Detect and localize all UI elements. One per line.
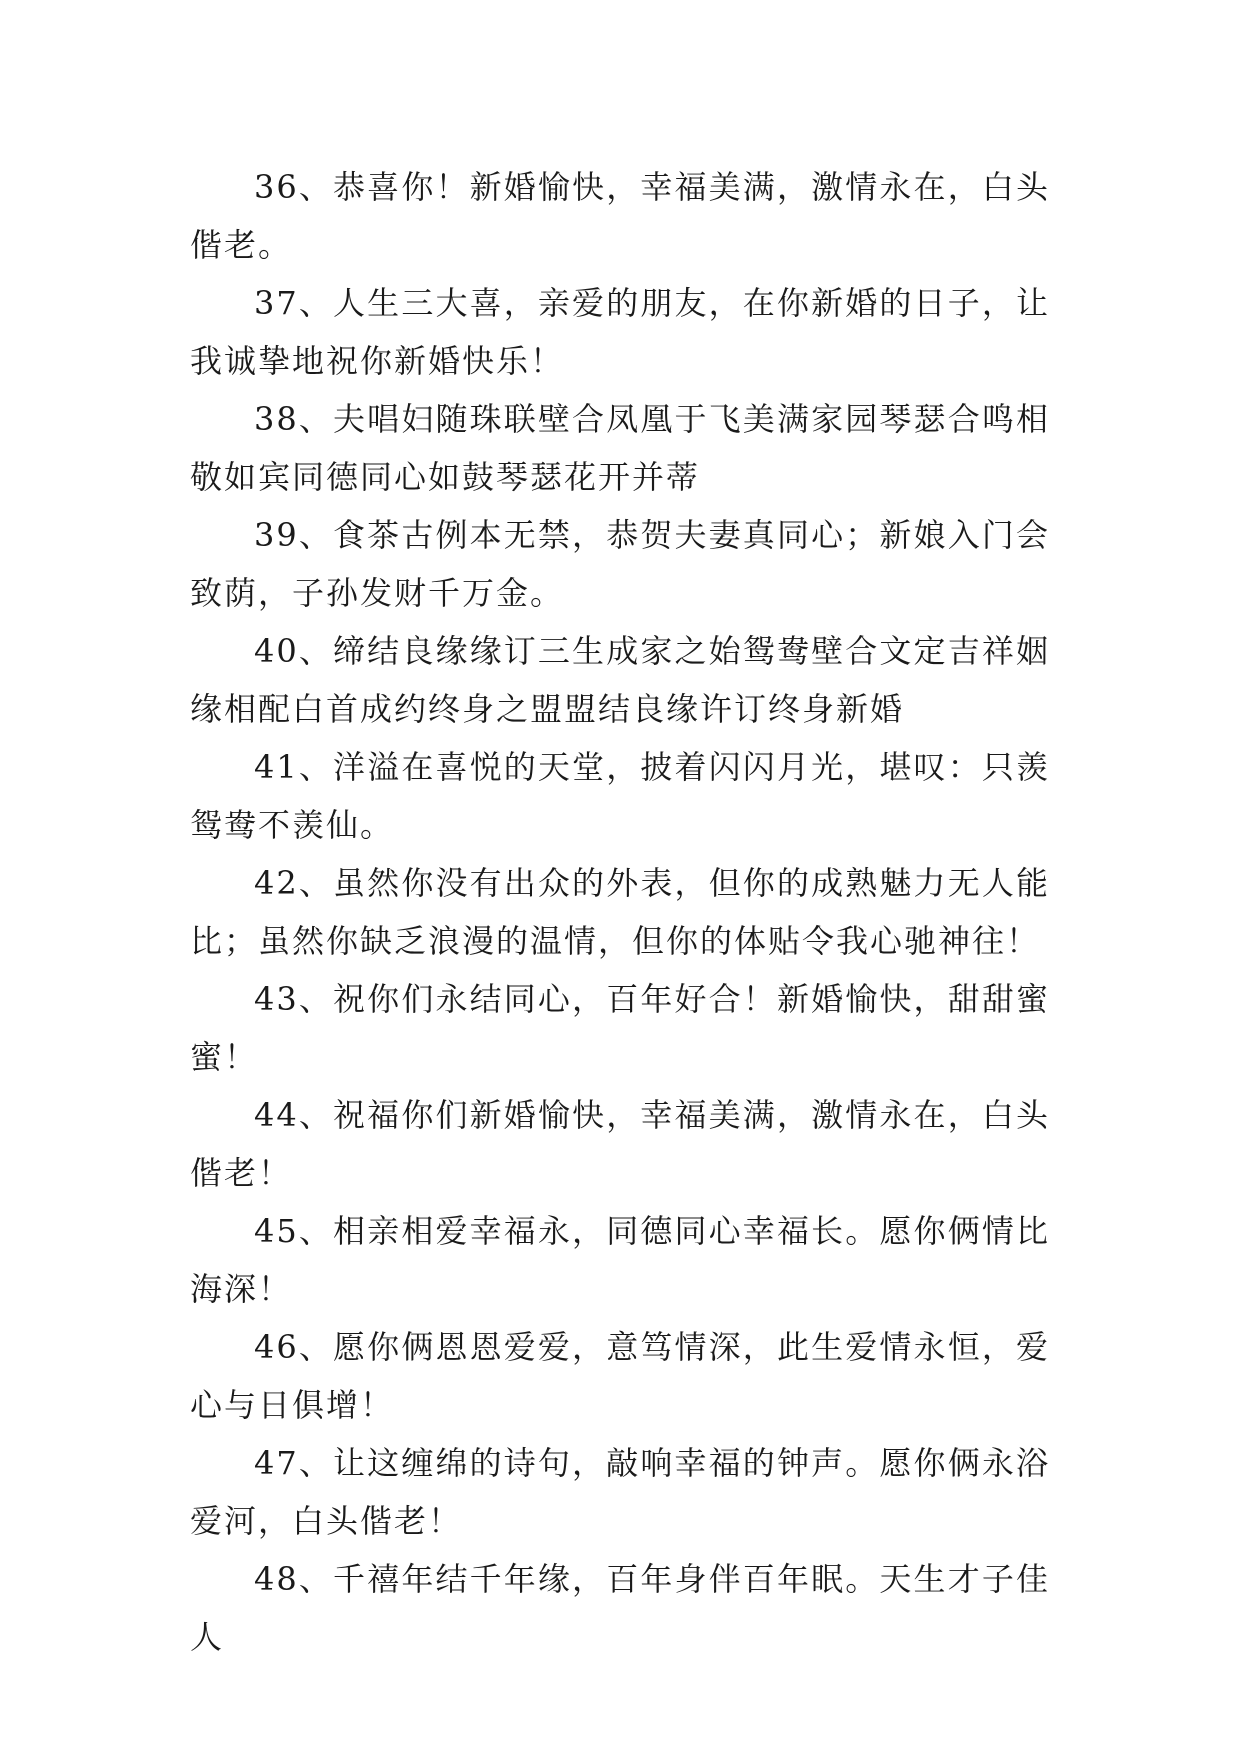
paragraph-36: 36、恭喜你！新婚愉快，幸福美满，激情永在，白头偕老。 bbox=[190, 168, 1050, 264]
paragraph-45: 45、相亲相爱幸福永，同德同心幸福长。愿你俩情比海深！ bbox=[190, 1212, 1050, 1308]
paragraph-37: 37、人生三大喜，亲爱的朋友，在你新婚的日子，让我诚挚地祝你新婚快乐！ bbox=[190, 284, 1050, 380]
paragraph-42: 42、虽然你没有出众的外表，但你的成熟魅力无人能比；虽然你缺乏浪漫的温情，但你的体贴令我心驰神往！ bbox=[190, 864, 1050, 960]
paragraph-41: 41、洋溢在喜悦的天堂，披着闪闪月光，堪叹：只羡鸳鸯不羡仙。 bbox=[190, 748, 1050, 844]
paragraph-46: 46、愿你俩恩恩爱爱，意笃情深，此生爱情永恒，爱心与日俱增！ bbox=[190, 1328, 1050, 1424]
paragraph-39: 39、食茶古例本无禁，恭贺夫妻真同心；新娘入门会致荫，子孙发财千万金。 bbox=[190, 516, 1050, 612]
paragraph-40: 40、缔结良缘缘订三生成家之始鸳鸯壁合文定吉祥姻缘相配白首成约终身之盟盟结良缘许订终身新婚 bbox=[190, 632, 1050, 728]
paragraph-38: 38、夫唱妇随珠联壁合凤凰于飞美满家园琴瑟合鸣相敬如宾同德同心如鼓琴瑟花开并蒂 bbox=[190, 400, 1050, 496]
paragraph-47: 47、让这缠绵的诗句，敲响幸福的钟声。愿你俩永浴爱河，白头偕老！ bbox=[190, 1444, 1050, 1540]
paragraph-43: 43、祝你们永结同心，百年好合！新婚愉快，甜甜蜜蜜！ bbox=[190, 980, 1050, 1076]
paragraph-48: 48、千禧年结千年缘，百年身伴百年眠。天生才子佳人 bbox=[190, 1560, 1050, 1656]
paragraph-44: 44、祝福你们新婚愉快，幸福美满，激情永在，白头偕老！ bbox=[190, 1096, 1050, 1192]
document-page bbox=[190, 158, 1050, 1666]
